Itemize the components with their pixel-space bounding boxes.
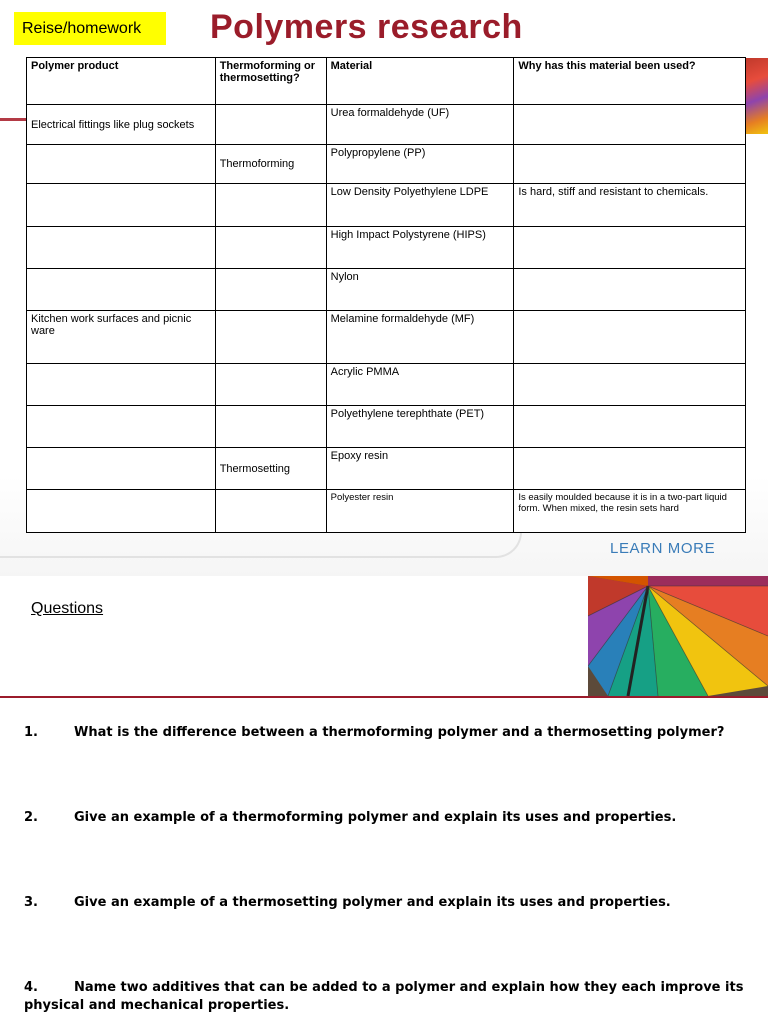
- learn-more-link[interactable]: LEARN MORE: [610, 540, 716, 557]
- section-divider: [0, 696, 768, 698]
- table-row: [27, 406, 746, 448]
- cell-product[interactable]: [27, 364, 216, 406]
- question-text: Give an example of a thermoforming polymer and explain its uses and properties.: [74, 810, 677, 825]
- cell-material: High Impact Polystyrene (HIPS): [326, 227, 514, 269]
- question-1: [24, 725, 724, 740]
- cell-material: Polyethylene terephthate (PET): [326, 406, 514, 448]
- cell-product[interactable]: [27, 406, 216, 448]
- question-number: 2.: [24, 810, 38, 825]
- cell-material: Low Density Polyethylene LDPE: [326, 184, 514, 227]
- cell-why[interactable]: Is easily moulded because it is in a two-part liquid form. When mixed, the resin sets hard: [514, 490, 746, 533]
- cell-material: Polypropylene (PP): [326, 145, 514, 184]
- question-text: Name two additives that can be added to a polymer and explain how they each improve its physical and mechanical properties.: [24, 980, 744, 1013]
- cell-product[interactable]: [27, 184, 216, 227]
- cell-type[interactable]: Thermosetting: [215, 448, 326, 490]
- background-curve: [0, 530, 522, 558]
- question-number: 3.: [24, 895, 38, 910]
- table-row: [27, 227, 746, 269]
- table-row: [27, 145, 746, 184]
- table-row: [27, 448, 746, 490]
- cell-why[interactable]: [514, 105, 746, 145]
- header-type: Thermoforming or thermosetting?: [215, 58, 326, 105]
- cell-why[interactable]: [514, 448, 746, 490]
- question-2: [24, 810, 676, 825]
- polymer-research-table: [26, 57, 746, 533]
- cell-type[interactable]: [215, 269, 326, 311]
- table-row: [27, 490, 746, 533]
- question-text: Give an example of a thermosetting polymer and explain its uses and properties.: [74, 895, 671, 910]
- cell-type[interactable]: Thermoforming: [215, 145, 326, 184]
- cell-material: Acrylic PMMA: [326, 364, 514, 406]
- cell-product[interactable]: Electrical fittings like plug sockets: [27, 105, 216, 145]
- homework-badge: Reise/homework: [14, 12, 166, 45]
- cell-type[interactable]: [215, 364, 326, 406]
- cell-material: Nylon: [326, 269, 514, 311]
- table-row: [27, 364, 746, 406]
- table-row: [27, 311, 746, 364]
- cell-product[interactable]: [27, 490, 216, 533]
- page-title: Polymers research: [210, 8, 523, 46]
- question-3: [24, 895, 671, 910]
- table-header-row: [27, 58, 746, 105]
- cell-why[interactable]: [514, 145, 746, 184]
- cell-type[interactable]: [215, 311, 326, 364]
- cell-why[interactable]: [514, 269, 746, 311]
- cell-material: Polyester resin: [326, 490, 514, 533]
- table-row: [27, 105, 746, 145]
- cell-product[interactable]: [27, 227, 216, 269]
- cell-material: Urea formaldehyde (UF): [326, 105, 514, 145]
- umbrella-photo: [588, 576, 768, 696]
- cell-material: Melamine formaldehyde (MF): [326, 311, 514, 364]
- table-row: [27, 269, 746, 311]
- cell-type[interactable]: [215, 184, 326, 227]
- cell-type[interactable]: [215, 105, 326, 145]
- decorative-image-strip: [745, 58, 768, 134]
- header-material: Material: [326, 58, 514, 105]
- cell-type[interactable]: [215, 406, 326, 448]
- cell-why[interactable]: Is hard, stiff and resistant to chemicals.: [514, 184, 746, 227]
- cell-product[interactable]: [27, 145, 216, 184]
- cell-why[interactable]: [514, 227, 746, 269]
- question-number: 4.: [24, 980, 38, 995]
- question-text: What is the difference between a thermoforming polymer and a thermosetting polymer?: [74, 725, 725, 740]
- header-why: Why has this material been used?: [514, 58, 746, 105]
- cell-why[interactable]: [514, 311, 746, 364]
- cell-why[interactable]: [514, 364, 746, 406]
- cell-product[interactable]: Kitchen work surfaces and picnic ware: [27, 311, 216, 364]
- cell-product[interactable]: [27, 448, 216, 490]
- cell-type[interactable]: [215, 227, 326, 269]
- umbrella-illustration: [588, 576, 768, 696]
- table-row: [27, 184, 746, 227]
- cell-type[interactable]: [215, 490, 326, 533]
- header-polymer-product: Polymer product: [27, 58, 216, 105]
- question-number: 1.: [24, 725, 38, 740]
- cell-why[interactable]: [514, 406, 746, 448]
- question-4: [24, 979, 754, 1015]
- questions-heading: Questions: [31, 600, 104, 617]
- cell-product[interactable]: [27, 269, 216, 311]
- cell-material: Epoxy resin: [326, 448, 514, 490]
